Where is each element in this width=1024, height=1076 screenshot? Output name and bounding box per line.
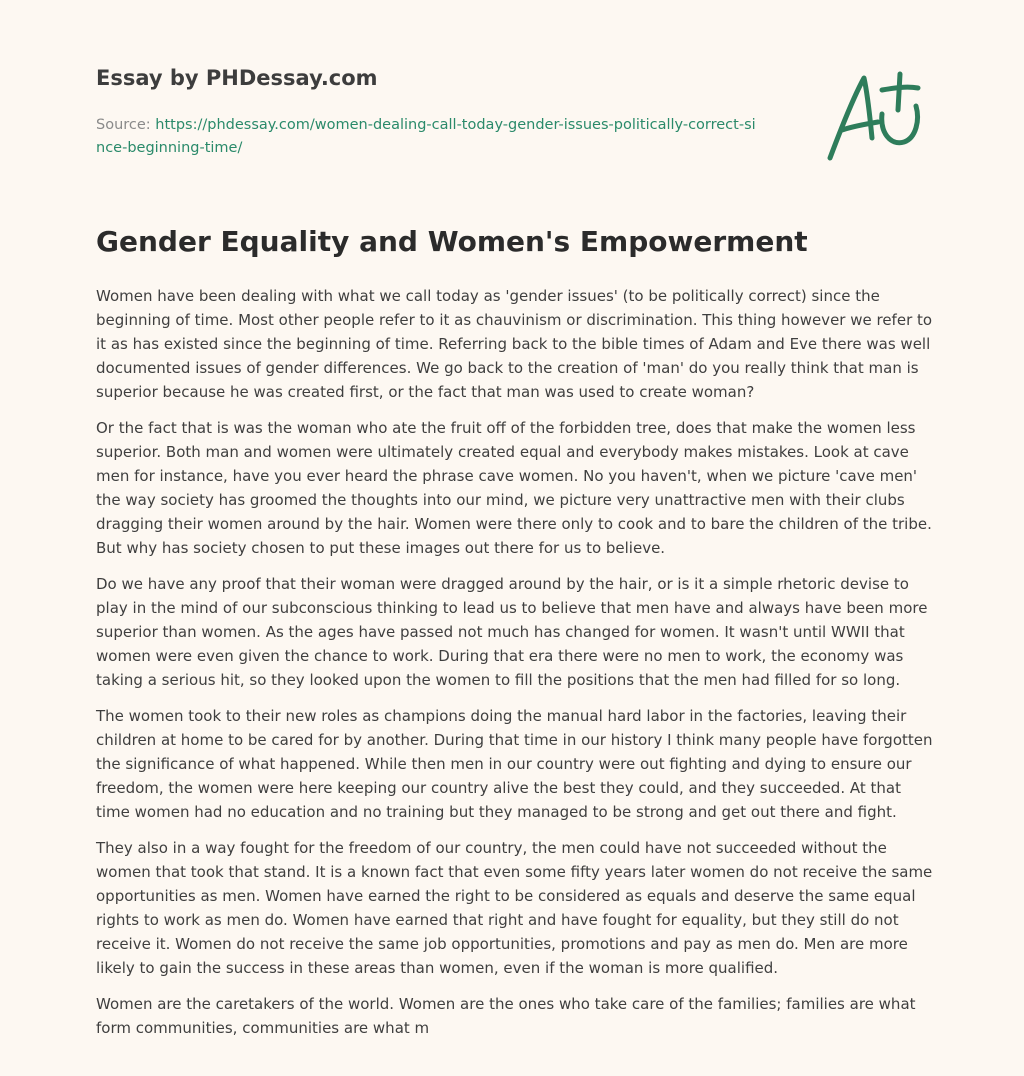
source-label: Source: <box>96 117 156 133</box>
source-link[interactable]: https://phdessay.com/women-dealing-call-today-gender-issues-politically-correct-since-beginning-time/ <box>96 117 756 156</box>
brand-title: Essay by PHDessay.com <box>96 66 378 90</box>
source-line <box>96 114 756 160</box>
article-body <box>96 284 934 1052</box>
document-header <box>96 64 756 160</box>
paragraph: Women are the caretakers of the world. Women are the ones who take care of the families; families are what form communities, communities are what m <box>96 995 916 1037</box>
paragraph: The women took to their new roles as champions doing the manual hard labor in the factories, leaving their children at home to be cared for by another. During that time in our history I think many people have forgotten the significance of what happened. While then men in our country were out fighting and dying to ensure our freedom, the women were here keeping our country alive the best they could, and they succeeded. At that time women had no education and no training but they managed to be strong and get out there and fight. <box>96 707 933 821</box>
a-plus-grade-icon <box>820 66 930 166</box>
article-title: Gender Equality and Women's Empowerment <box>96 225 808 258</box>
paragraph: Or the fact that is was the woman who ate the fruit off of the forbidden tree, does that make the women less superior. Both man and women were ultimately created equal and everybody makes mistakes. Look at cave men for instance, have you ever heard the phrase cave women. No you haven't, when we picture 'cave men' the way society has groomed the thoughts into our mind, we picture very unattractive men with their clubs dragging their women around by the hair. Women were there only to cook and to bare the children of the tribe. But why has society chosen to put these images out there for us to believe. <box>96 419 932 557</box>
paragraph: Women have been dealing with what we call today as 'gender issues' (to be politically correct) since the beginning of time. Most other people refer to it as chauvinism or discrimination. This thing however we refer to it as has existed since the beginning of time. Referring back to the bible times of Adam and Eve there was well documented issues of gender differences. We go back to the creation of 'man' do you really think that man is superior because he was created first, or the fact that man was used to create woman? <box>96 287 933 401</box>
paragraph: They also in a way fought for the freedom of our country, the men could have not succeeded without the women that took that stand. It is a known fact that even some fifty years later women do not receive the same opportunities as men. Women have earned the right to be considered as equals and deserve the same equal rights to work as men do. Women have earned that right and have fought for equality, but they still do not receive it. Women do not receive the same job opportunities, promotions and pay as men do. Men are more likely to gain the success in these areas than women, even if the woman is more qualified. <box>96 839 933 977</box>
paragraph: Do we have any proof that their woman were dragged around by the hair, or is it a simple rhetoric devise to play in the mind of our subconscious thinking to lead us to believe that men have and always have been more superior than women. As the ages have passed not much has changed for women. It wasn't until WWII that women were even given the chance to work. During that era there were no men to work, the economy was taking a serious hit, so they looked upon the women to fill the positions that the men had filled for so long. <box>96 575 928 689</box>
